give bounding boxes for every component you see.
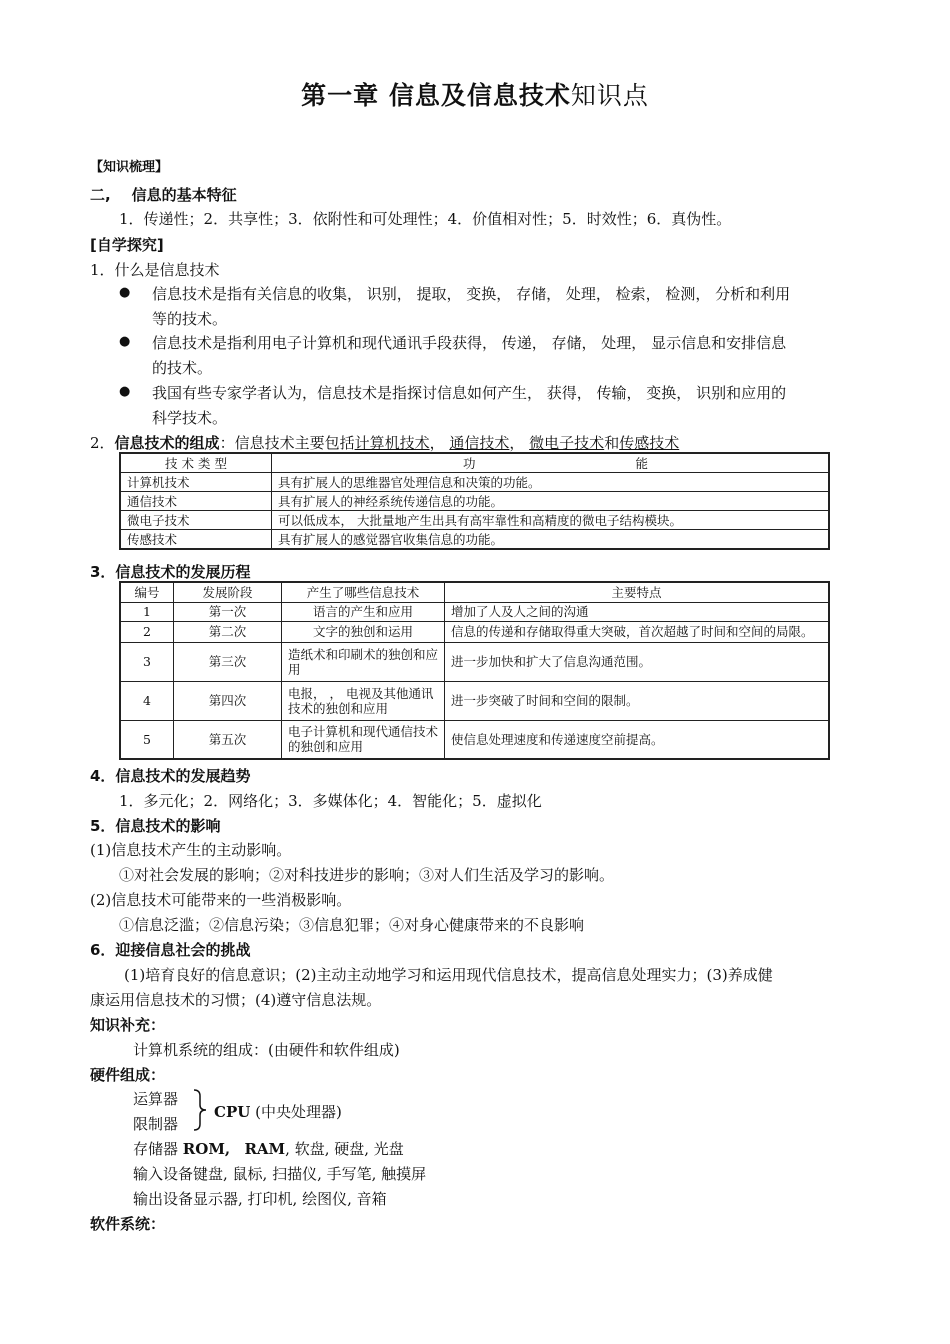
bullet-3-line2: 科学技术。 <box>152 409 228 427</box>
table-header-cell: 发展阶段 <box>174 582 282 602</box>
impact-positive-items: ①对社会发展的影响；②对科技进步的影响；③对人们生活及学习的影响。 <box>119 866 615 884</box>
table-row <box>120 621 829 642</box>
table-cell: 进一步突破了时间和空间的限制。 <box>445 681 830 720</box>
impact-positive: (1)信息技术产生的主动影响。 <box>90 841 292 859</box>
challenge-line2: 康运用信息技术的习惯；(4)遵守信息法规。 <box>90 991 382 1009</box>
alu-label: 运算器 <box>133 1090 179 1108</box>
hardware-heading: 硬件组成： <box>90 1066 166 1084</box>
table-row <box>120 720 829 759</box>
table-cell: 2 <box>120 621 174 642</box>
table-header-row <box>120 582 829 602</box>
table-cell: 3 <box>120 642 174 681</box>
table-header-cell: 产生了哪些信息技术 <box>282 582 445 602</box>
bullet-2-line2: 的技术。 <box>152 359 213 377</box>
table-cell: 使信息处理速度和传递速度空前提高。 <box>445 720 830 759</box>
trend-list: 1．多元化；2．网络化；3．多媒体化；4．智能化；5．虚拟化 <box>119 792 542 810</box>
question-1: 1．什么是信息技术 <box>90 261 220 279</box>
bullet-1-line2: 等的技术。 <box>152 310 228 328</box>
features-list: 1．传递性；2．共享性；3．依附性和可处理性；4．价值相对性；5．时效性；6．真伪性。 <box>119 210 732 228</box>
challenge-heading: 6．迎接信息社会的挑战 <box>90 941 251 959</box>
table-cell: 1 <box>120 602 174 621</box>
supplement-heading: 知识补充： <box>90 1016 166 1034</box>
table-row <box>120 492 829 511</box>
table-row <box>120 530 829 550</box>
bullet-icon: ● <box>119 334 131 349</box>
explore-heading: [自学探究] <box>90 236 164 254</box>
table-cell: 通信技术 <box>120 492 272 511</box>
composition-line: 2．信息技术的组成：信息技术主要包括计算机技术， 通信技术， 微电子技术和传感技术 <box>90 434 680 452</box>
table-cell: 具有扩展人的思维器官处理信息和决策的功能。 <box>272 473 830 492</box>
table-cell: 信息的传递和存储取得重大突破，首次超越了时间和空间的局限。 <box>445 621 830 642</box>
table-cell: 传感技术 <box>120 530 272 550</box>
table-cell: 可以低成本， 大批量地产生出具有高牢靠性和高精度的微电子结构模块。 <box>272 511 830 530</box>
impact-negative-items: ①信息泛滥；②信息污染；③信息犯罪；④对身心健康带来的不良影响 <box>119 916 585 934</box>
table-row <box>120 511 829 530</box>
storage-line: 存储器 ROM, RAM, 软盘, 硬盘, 光盘 <box>133 1140 404 1158</box>
trend-heading: 4．信息技术的发展趋势 <box>90 767 251 785</box>
table-header-cell: 编号 <box>120 582 174 602</box>
table-cell: 第四次 <box>174 681 282 720</box>
table-cell: 语言的产生和应用 <box>282 602 445 621</box>
table-cell: 文字的独创和运用 <box>282 621 445 642</box>
table-cell: 5 <box>120 720 174 759</box>
software-heading: 软件系统： <box>90 1215 166 1233</box>
table-cell: 电报， ， 电视及其他通讯技术的独创和应用 <box>282 681 445 720</box>
input-devices: 输入设备键盘, 鼠标, 扫描仪, 手写笔, 触摸屏 <box>133 1165 427 1183</box>
table-cell: 电子计算机和现代通信技术的独创和应用 <box>282 720 445 759</box>
table-header-row <box>120 453 829 473</box>
table-row <box>120 681 829 720</box>
bullet-2-line1: 信息技术是指利用电子计算机和现代通讯手段获得， 传递， 存储， 处理， 显示信息和安排信息 <box>152 334 787 352</box>
bullet-3-line1: 我国有些专家学者认为，信息技术是指探讨信息如何产生， 获得， 传输， 变换， 识别和应用的 <box>152 384 787 402</box>
table-cell: 计算机技术 <box>120 473 272 492</box>
table-cell: 第一次 <box>174 602 282 621</box>
impact-heading: 5．信息技术的影响 <box>90 817 221 835</box>
bullet-icon: ● <box>119 285 131 300</box>
table-cell: 增加了人及人之间的沟通 <box>445 602 830 621</box>
section-header: 【知识梳理】 <box>90 160 169 175</box>
table-row <box>120 473 829 492</box>
table-header-cell: 主要特点 <box>445 582 830 602</box>
table-cell: 第五次 <box>174 720 282 759</box>
features-heading: 二, 信息的基本特征 <box>90 186 237 204</box>
table-row <box>120 642 829 681</box>
table-cell: 4 <box>120 681 174 720</box>
table-cell: 造纸术和印刷术的独创和应用 <box>282 642 445 681</box>
page-title: 第一章 信息及信息技术知识点 <box>301 81 649 110</box>
cpu-label: CPU (中央处理器) <box>214 1103 342 1121</box>
table-cell: 具有扩展人的感觉器官收集信息的功能。 <box>272 530 830 550</box>
system-composition: 计算机系统的组成：(由硬件和软件组成) <box>133 1041 400 1059</box>
bullet-icon: ● <box>119 384 131 399</box>
challenge-line1: (1)培育良好的信息意识；(2)主动主动地学习和运用现代信息技术，提高信息处理实力；(3)养成健 <box>124 966 773 984</box>
table-cell: 第二次 <box>174 621 282 642</box>
table-header-cell: 技 术 类 型 <box>120 453 272 473</box>
history-heading: 3．信息技术的发展历程 <box>90 563 251 581</box>
output-devices: 输出设备显示器, 打印机, 绘图仪, 音箱 <box>133 1190 387 1208</box>
impact-negative: (2)信息技术可能带来的一些消极影响。 <box>90 891 352 909</box>
composition-table <box>119 452 830 550</box>
table-cell: 具有扩展人的神经系统传递信息的功能。 <box>272 492 830 511</box>
table-cell: 进一步加快和扩大了信息沟通范围。 <box>445 642 830 681</box>
table-row <box>120 602 829 621</box>
right-brace-icon <box>192 1089 210 1131</box>
table-cell: 第三次 <box>174 642 282 681</box>
bullet-1-line1: 信息技术是指有关信息的收集， 识别， 提取， 变换， 存储， 处理， 检索， 检测， 分析和利用 <box>152 285 791 303</box>
history-table <box>119 581 830 760</box>
controller-label: 限制器 <box>133 1115 179 1133</box>
table-header-cell: 功 能 <box>272 453 830 473</box>
table-cell: 微电子技术 <box>120 511 272 530</box>
